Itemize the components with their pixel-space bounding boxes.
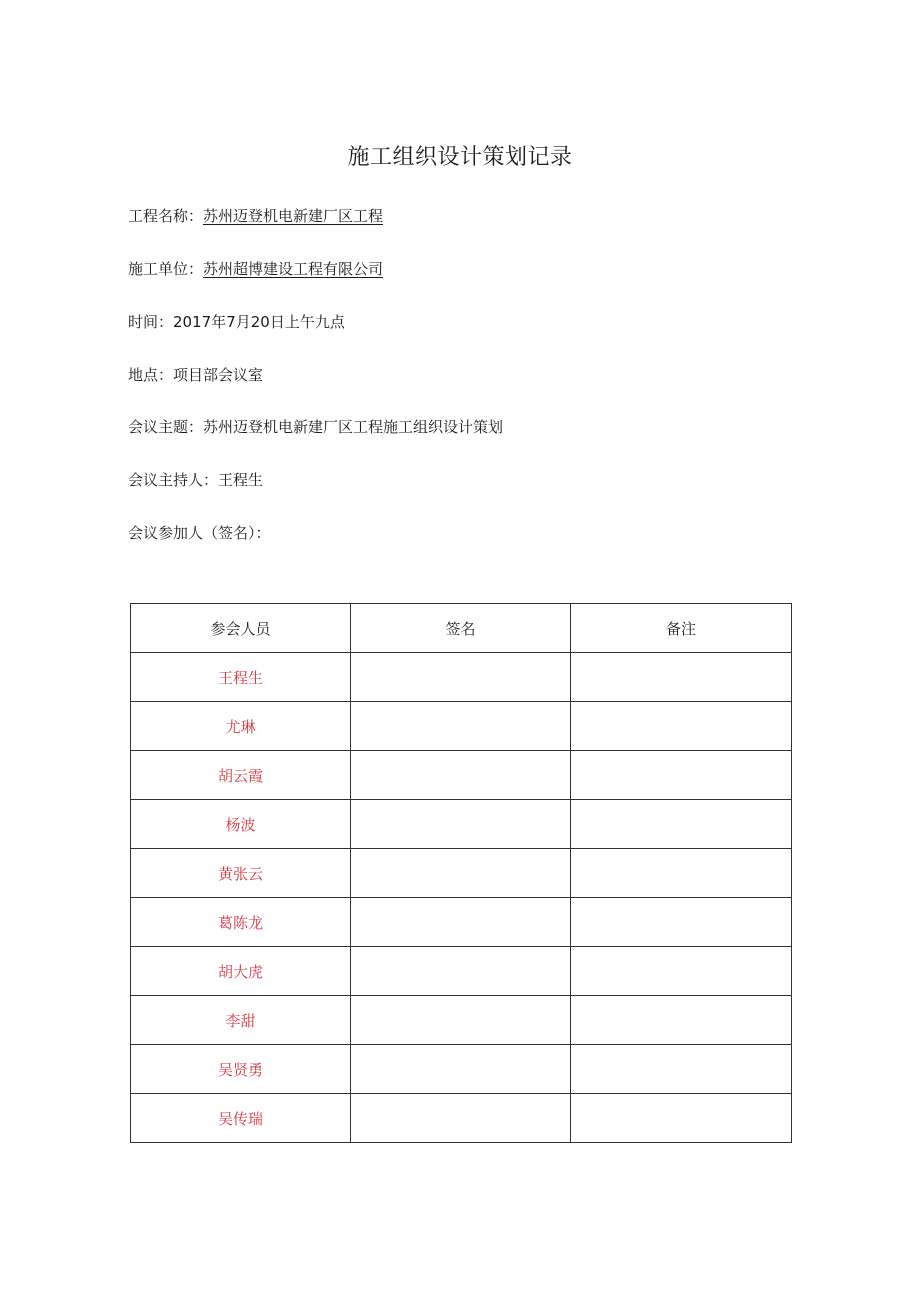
signature-cell[interactable]	[351, 898, 571, 947]
attendance-table	[130, 603, 792, 1143]
signature-cell[interactable]	[351, 849, 571, 898]
table-row	[131, 653, 792, 702]
attendee-name: 胡大虎	[131, 947, 351, 996]
note-cell[interactable]	[571, 898, 792, 947]
header-signature: 签名	[351, 604, 571, 653]
participants-label: 会议参加人（签名）：	[128, 524, 271, 542]
contractor-value: 苏州超博建设工程有限公司	[203, 260, 384, 278]
meeting-topic-label: 会议主题：	[128, 418, 204, 436]
attendee-name: 尤琳	[131, 702, 351, 751]
time-field	[128, 311, 345, 333]
project-name-field	[128, 205, 383, 227]
participants-field	[128, 522, 271, 544]
attendee-name: 杨波	[131, 800, 351, 849]
note-cell[interactable]	[571, 800, 792, 849]
attendee-name: 李甜	[131, 996, 351, 1045]
time-label: 时间：	[128, 313, 174, 331]
signature-cell[interactable]	[351, 1094, 571, 1143]
time-value: 2017年7月20日上午九点	[173, 313, 345, 331]
note-cell[interactable]	[571, 751, 792, 800]
host-label: 会议主持人：	[128, 471, 219, 489]
table-row	[131, 1045, 792, 1094]
table-row	[131, 898, 792, 947]
attendee-name: 黄张云	[131, 849, 351, 898]
note-cell[interactable]	[571, 1094, 792, 1143]
table-row	[131, 849, 792, 898]
table-row	[131, 800, 792, 849]
table-row	[131, 702, 792, 751]
table-row	[131, 1094, 792, 1143]
contractor-field	[128, 258, 383, 280]
signature-cell[interactable]	[351, 1045, 571, 1094]
location-field	[128, 364, 263, 386]
location-label: 地点：	[128, 366, 174, 384]
note-cell[interactable]	[571, 947, 792, 996]
header-attendee: 参会人员	[131, 604, 351, 653]
meeting-topic-field	[128, 416, 503, 438]
note-cell[interactable]	[571, 702, 792, 751]
signature-cell[interactable]	[351, 751, 571, 800]
signature-cell[interactable]	[351, 800, 571, 849]
host-field	[128, 469, 263, 491]
note-cell[interactable]	[571, 996, 792, 1045]
note-cell[interactable]	[571, 653, 792, 702]
signature-cell[interactable]	[351, 702, 571, 751]
contractor-label: 施工单位：	[128, 260, 204, 278]
project-name-value: 苏州迈登机电新建厂区工程	[203, 207, 384, 225]
signature-cell[interactable]	[351, 996, 571, 1045]
attendee-name: 胡云霞	[131, 751, 351, 800]
signature-cell[interactable]	[351, 947, 571, 996]
table-row	[131, 996, 792, 1045]
meeting-topic-value: 苏州迈登机电新建厂区工程施工组织设计策划	[203, 418, 504, 436]
attendee-name: 王程生	[131, 653, 351, 702]
note-cell[interactable]	[571, 1045, 792, 1094]
attendee-name: 吴传瑞	[131, 1094, 351, 1143]
project-name-label: 工程名称：	[128, 207, 204, 225]
header-note: 备注	[571, 604, 792, 653]
note-cell[interactable]	[571, 849, 792, 898]
host-value: 王程生	[218, 471, 264, 489]
table-row	[131, 947, 792, 996]
table-header-row	[131, 604, 792, 653]
signature-cell[interactable]	[351, 653, 571, 702]
page-title: 施工组织设计策划记录	[347, 145, 573, 170]
attendee-name: 葛陈龙	[131, 898, 351, 947]
table-row	[131, 751, 792, 800]
attendee-name: 吴贤勇	[131, 1045, 351, 1094]
location-value: 项目部会议室	[173, 366, 264, 384]
